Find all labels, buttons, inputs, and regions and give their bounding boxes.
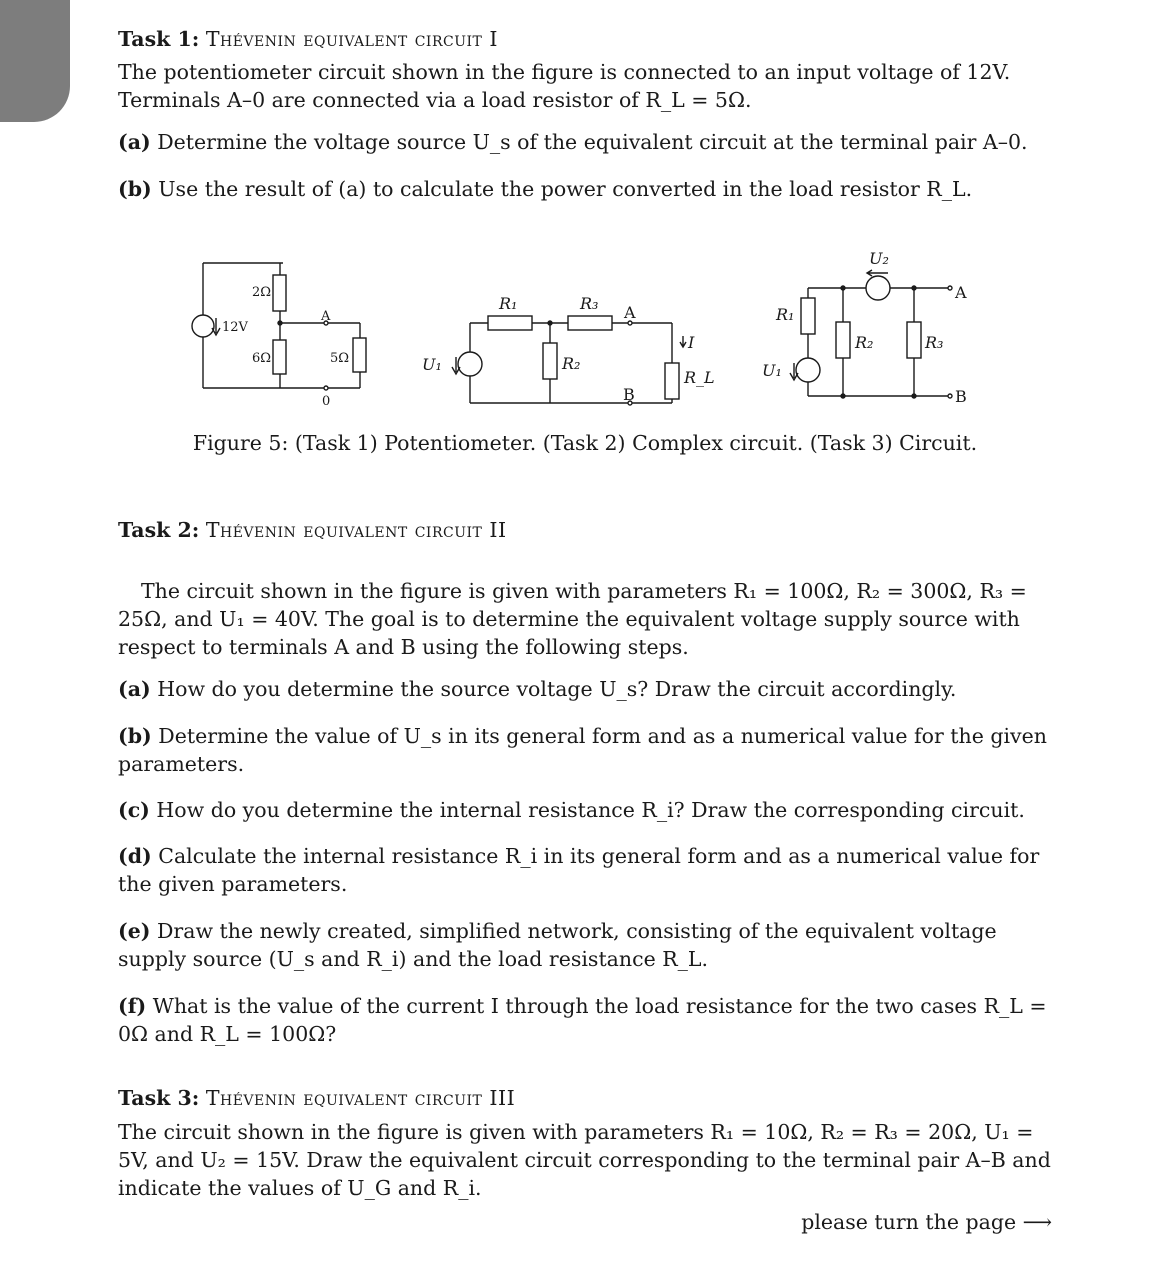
label-r3-c2: R₃ <box>580 294 599 313</box>
circuit-figure <box>0 0 1170 430</box>
circuit-2 <box>422 294 715 405</box>
resistor-2ohm <box>273 275 286 311</box>
task2-body: The circuit shown in the figure is given with parameters R₁ = 100Ω, R₂ = 300Ω, R₃ = 25Ω, and U₁ = 40V. The goal is to determine the equivalent voltage supply source with respect to terminals A and B using the following steps. <box>118 579 1027 659</box>
node-b-c2: B <box>623 385 635 404</box>
task3-body: The circuit shown in the figure is given with parameters R₁ = 10Ω, R₂ = R₃ = 20Ω, U₁ = 5V, and U₂ = 15V. Draw the equivalent circuit corresponding to the terminal pair A–B and indicate the values of U_G and R_i. <box>118 1120 1051 1200</box>
resistor-6ohm <box>273 340 286 374</box>
node-b-c3: B <box>955 387 967 406</box>
task2-item-a: (a) How do you determine the source voltage U_s? Draw the circuit accordingly. <box>118 677 957 701</box>
node-0-c1: 0 <box>322 394 331 409</box>
voltage-source-u1-c3 <box>796 358 820 382</box>
task2-item-d: (d) Calculate the internal resistance R_i in its general form and as a numerical value for the given parameters. <box>118 844 1040 896</box>
circuit-1 <box>192 263 366 409</box>
task2-section <box>118 516 1053 1048</box>
task3-section <box>118 1084 1053 1202</box>
label-r1-c3: R₁ <box>776 305 795 324</box>
task1-item-a: (a) Determine the voltage source U_s of the equivalent circuit at the terminal pair A–0. <box>118 130 1028 154</box>
task2-item-b: (b) Determine the value of U_s in its general form and as a numerical value for the given parameters. <box>118 724 1047 776</box>
resistor-r3-c3 <box>907 322 921 358</box>
resistor-r2-c2 <box>543 343 557 379</box>
task1-item-b: (b) Use the result of (a) to calculate the power converted in the load resistor R_L. <box>118 177 973 201</box>
node-a-c3: A <box>955 283 967 302</box>
resistor-r1-c3 <box>801 298 815 334</box>
node-a-c2: A <box>624 303 636 322</box>
task2-item-c: (c) How do you determine the internal resistance R_i? Draw the corresponding circuit. <box>118 798 1025 822</box>
task1-heading: Task 1: Thévenin equivalent circuit I <box>118 27 499 51</box>
turn-page-note: please turn the page ⟶ <box>801 1210 1052 1234</box>
voltage-source-12v <box>192 315 214 337</box>
label-r2-c3: R₂ <box>855 333 874 352</box>
resistor-r1-c2 <box>488 316 532 330</box>
task1-body: The potentiometer circuit shown in the figure is connected to an input voltage of 12V. Terminals A–0 are connected via a load resistor of R_L = 5Ω. <box>118 60 1011 112</box>
label-2ohm: 2Ω <box>252 285 272 300</box>
label-u1-c3: U₁ <box>762 361 782 380</box>
label-u2-c3: U₂ <box>869 249 889 268</box>
voltage-source-u2-c3 <box>866 276 890 300</box>
label-r1-c2: R₁ <box>499 294 518 313</box>
figure-caption: Figure 5: (Task 1) Potentiometer. (Task 2) Complex circuit. (Task 3) Circuit. <box>192 431 978 455</box>
label-rl-c2: R_L <box>684 368 715 387</box>
voltage-source-u1-c2 <box>458 352 482 376</box>
label-r3-c3: R₃ <box>925 333 944 352</box>
label-6ohm: 6Ω <box>252 351 272 366</box>
circuit-3 <box>762 249 967 406</box>
task2-item-e: (e) Draw the newly created, simplified network, consisting of the equivalent voltage supply source (U_s and R_i) and the load resistance R_L. <box>118 919 997 971</box>
label-5ohm: 5Ω <box>330 351 350 366</box>
task3-heading: Task 3: Thévenin equivalent circuit III <box>118 1086 516 1110</box>
resistor-rl-c2 <box>665 363 679 399</box>
node-a-c1: A <box>321 309 331 324</box>
resistor-5ohm <box>353 338 366 372</box>
label-12v: 12V <box>222 320 248 335</box>
label-r2-c2: R₂ <box>562 354 581 373</box>
label-u1-c2: U₁ <box>422 355 442 374</box>
resistor-r2-c3 <box>836 322 850 358</box>
task2-heading: Task 2: Thévenin equivalent circuit II <box>118 518 507 542</box>
resistor-r3-c2 <box>568 316 612 330</box>
label-i-c2: I <box>688 333 695 352</box>
task2-item-f: (f) What is the value of the current I through the load resistance for the two cases R_L = 0Ω and R_L = 100Ω? <box>118 994 1047 1046</box>
